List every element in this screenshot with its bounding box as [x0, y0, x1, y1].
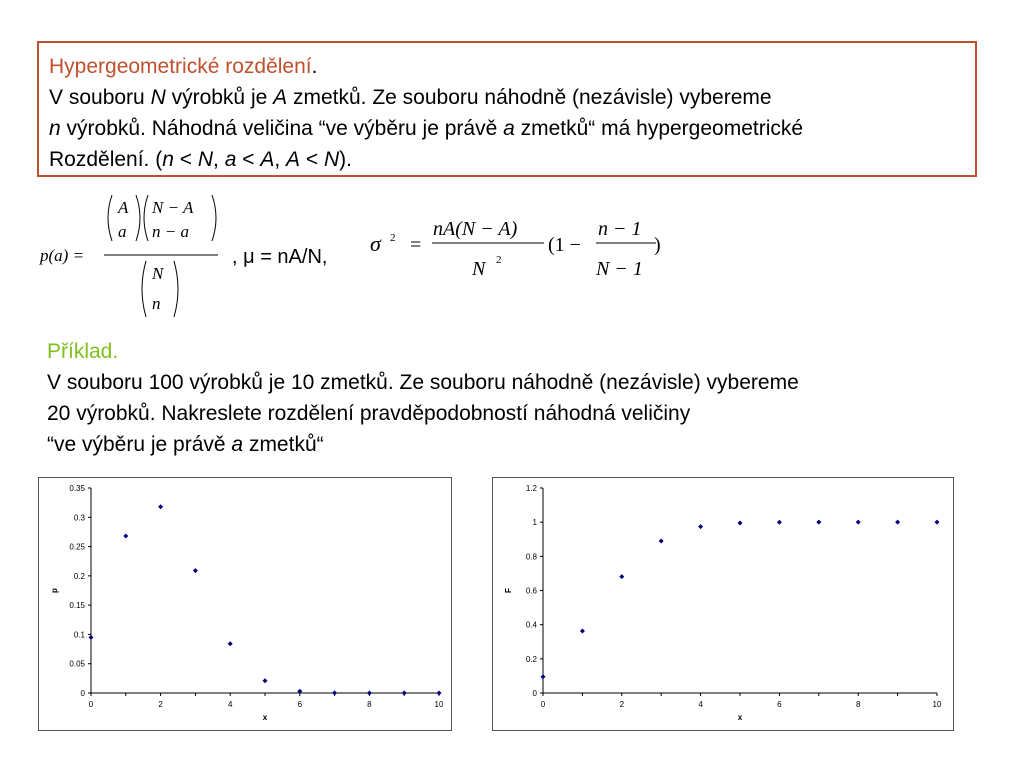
example-line-4: “ve výběru je právě a zmetků“ [47, 433, 324, 456]
chart-cumulative [492, 477, 954, 731]
y-tick-label: 0.35 [69, 484, 85, 493]
formula-num1: nA(N − A) [433, 218, 518, 240]
formula-top-right-2: n − a [152, 222, 189, 241]
data-point [738, 521, 743, 526]
y-tick-label: 1 [532, 518, 537, 528]
y-tick-label: 0.8 [525, 552, 537, 562]
y-axis-label: F [504, 588, 513, 593]
chart-cumulative-svg [493, 478, 953, 730]
y-tick-label: 0 [532, 689, 537, 698]
example-title: Příklad. [47, 340, 119, 363]
y-tick-label: 0.05 [69, 659, 85, 669]
formula-mu: , μ = nA/N, [232, 246, 328, 268]
example-line-3: 20 výrobků. Nakreslete rozdělení pravděpodobností náhodná veličiny [47, 402, 691, 425]
data-point [619, 574, 624, 579]
x-tick-label: 2 [619, 700, 625, 709]
x-tick-label: 10 [932, 700, 942, 709]
y-tick-label: 0.3 [73, 513, 85, 523]
y-tick-label: 1.2 [525, 484, 537, 493]
data-point [580, 628, 585, 633]
definition-box [37, 41, 977, 177]
data-point [193, 568, 198, 573]
y-tick-label: 0.15 [69, 601, 85, 611]
y-tick-label: 0.2 [73, 571, 85, 581]
y-tick-label: 0.1 [73, 630, 85, 640]
formula-top-left-1: A [118, 198, 129, 217]
svg-text:(1 −: (1 − [548, 234, 581, 256]
y-axis-label: p [50, 588, 59, 593]
data-point [332, 690, 337, 695]
data-point [698, 524, 703, 529]
x-axis-label: x [737, 713, 743, 722]
definition-line-1: Hypergeometrické rozdělení. [49, 55, 318, 78]
data-point [123, 534, 128, 539]
y-tick-label: 0 [80, 689, 85, 698]
x-axis-label: x [262, 713, 268, 722]
data-point [367, 691, 372, 696]
formula-top-left-2: a [118, 222, 127, 241]
x-tick-label: 0 [540, 700, 546, 709]
data-point [856, 520, 861, 525]
data-point [935, 520, 940, 525]
x-tick-label: 4 [698, 700, 703, 709]
formula-bottom-2: n [152, 294, 161, 313]
data-point [158, 504, 163, 509]
chart-probability [38, 477, 452, 731]
definition-title: Hypergeometrické rozdělení [49, 55, 312, 78]
formula-pa: p(a) = [40, 246, 85, 265]
x-tick-label: 6 [297, 700, 303, 709]
data-point [816, 520, 821, 525]
formula-bottom-1: N [152, 264, 164, 283]
formula-top-right-1: N − A [152, 198, 194, 217]
data-point [263, 678, 268, 683]
y-tick-label: 0.2 [525, 654, 537, 664]
x-tick-label: 0 [88, 700, 94, 709]
y-tick-label: 0.25 [69, 542, 85, 552]
data-point [541, 674, 546, 679]
x-tick-label: 2 [158, 700, 163, 709]
data-point [402, 691, 407, 696]
svg-text:): ) [654, 234, 661, 256]
example-line-2: V souboru 100 výrobků je 10 zmetků. Ze souboru náhodně (nezávisle) vybereme [47, 371, 799, 394]
chart-probability-svg [39, 478, 451, 730]
x-tick-label: 8 [855, 700, 861, 709]
data-point [895, 520, 900, 525]
definition-line-4: Rozdělení. (n < N, a < A, A < N). [49, 148, 352, 171]
x-tick-label: 6 [777, 700, 782, 709]
definition-line-3: n výrobků. Náhodná veličina “ve výběru je právě a zmetků“ má hypergeometrické [49, 117, 804, 140]
data-point [659, 538, 664, 543]
y-tick-label: 0.4 [525, 620, 537, 630]
definition-line-2: V souboru N výrobků je A zmetků. Ze souboru náhodně (nezávisle) vybereme [49, 86, 772, 109]
example-section [47, 336, 799, 460]
data-point [437, 691, 442, 696]
formula-den1: N [472, 258, 486, 280]
x-tick-label: 10 [434, 700, 444, 709]
data-point [777, 520, 782, 525]
x-tick-label: 8 [367, 700, 372, 709]
formula-den2: N − 1 [596, 258, 643, 280]
x-tick-label: 4 [227, 700, 233, 709]
formula [0, 185, 1024, 325]
formula-num2: n − 1 [598, 218, 642, 240]
y-tick-label: 0.6 [525, 586, 537, 596]
svg-text:2: 2 [496, 254, 502, 266]
svg-text:=: = [410, 234, 422, 256]
svg-text:2: 2 [390, 232, 396, 244]
data-point [89, 635, 94, 640]
data-point [228, 641, 233, 646]
formula-sigma: σ [370, 231, 381, 256]
